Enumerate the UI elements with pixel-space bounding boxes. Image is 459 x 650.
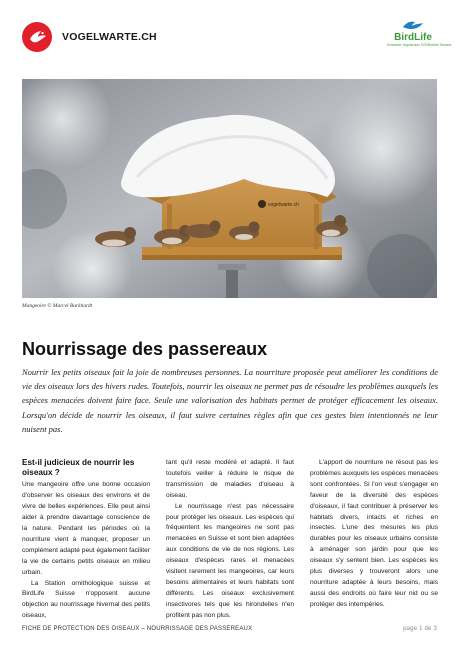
page-number: page 1 de 3 bbox=[403, 626, 437, 632]
vogelwarte-wordmark: VOGELWARTE.CH bbox=[62, 31, 157, 43]
photo-caption: Mangeoire © Marcel Burkhardt bbox=[22, 303, 93, 309]
column-3 bbox=[310, 458, 438, 611]
intro-paragraph: Nourrir les petits oiseaux fait la joie de nombreuses personnes. La nourriture proposée peut améliorer les conditions de vie des oiseaux lors des hivers rudes. Toutefois, nourrir les oiseaux ne permet pas de résoudre les problèmes auxquels les espèces menacées doivent faire face. Seule une valorisation des habitats permet de protéger efficacement les oiseaux. Lorsqu'on décide de nourrir les oiseaux, il faut suivre certaines règles afin que ces gestes bien intentionnés ne leur nuisent pas. bbox=[22, 367, 438, 434]
section-heading: Est-il judicieux de nourrir les oiseaux ? bbox=[22, 458, 135, 478]
column-2-paragraph-2: Le nourrissage n'est pas nécessaire pour protéger les oiseaux. Les espèces qui fréquentent les mangeoires ne sont pas menacées en Suisse et sont bien adaptées aux conditions de vie de nos régions. Les oiseaux d'espèces rares et menacées visitent rarement les mangeoires, car leurs besoins alimentaires et leurs habitats sont différents. Les oiseaux exclusivement insectivores tels que les hirondelles n'en profitent pas non plus. bbox=[166, 502, 294, 619]
column-1 bbox=[22, 458, 150, 622]
body-columns bbox=[22, 458, 438, 620]
page-header bbox=[0, 0, 459, 78]
column-2-paragraph-1: tant qu'il reste modéré et adapté. Il faut toutefois veiller à réduire le risque de transmission de maladies d'oiseau à oiseau. bbox=[166, 459, 294, 499]
page-title: Nourrissage des passereaux bbox=[22, 339, 268, 359]
column-1-paragraph-1: Une mangeoire offre une bonne occasion d'observer les oiseaux des environs et de vivre de belles expériences. Elle peut ainsi aider à prendre davantage conscience de la nature. Pendant les périodes où la nourriture vient à manquer, proposer un complément adapté peut également faciliter la vie de certains petits oiseaux en milieu urbain. bbox=[22, 481, 150, 576]
birdlife-logo bbox=[387, 18, 452, 47]
footer-title: FICHE DE PROTECTION DES OISEAUX – NOURRISSAGE DES PASSEREAUX bbox=[22, 626, 253, 632]
feeder-sign-text: vogelwarte.ch bbox=[268, 202, 299, 208]
birdlife-bird-icon bbox=[401, 18, 425, 32]
bird-feeder-photo bbox=[22, 79, 437, 298]
vogelwarte-bird-icon bbox=[22, 22, 52, 52]
column-2 bbox=[166, 458, 294, 622]
birdlife-wordmark: BirdLife bbox=[394, 32, 432, 43]
column-3-paragraph-1: L'apport de nourriture ne résout pas les problèmes auxquels les espèces menacées sont confrontées. Si l'on veut s'engager en faveur de la diversité des espèces d'oiseaux, il faut contribuer à préserver les habitats divers, intacts et riches en insectes. L'une des mesures les plus durables pour les oiseaux urbains consiste à aménager son jardin pour que les oiseaux s'y sentent bien. Les espèces les plus diverses y trouveront alors une nourriture adaptée à leurs besoins, mais aussi des endroits où faire leur nid ou se protéger des intempéries. bbox=[310, 459, 438, 608]
birdlife-subtitle: Schweizer Vogelschutz SVS/BirdLife Schweiz bbox=[387, 43, 452, 47]
column-1-paragraph-2: La Station ornithologique suisse et BirdLife Suisse n'opposent aucune objection au nourrissage hivernal des petits oiseaux, bbox=[22, 579, 150, 620]
vogelwarte-logo bbox=[22, 22, 157, 52]
